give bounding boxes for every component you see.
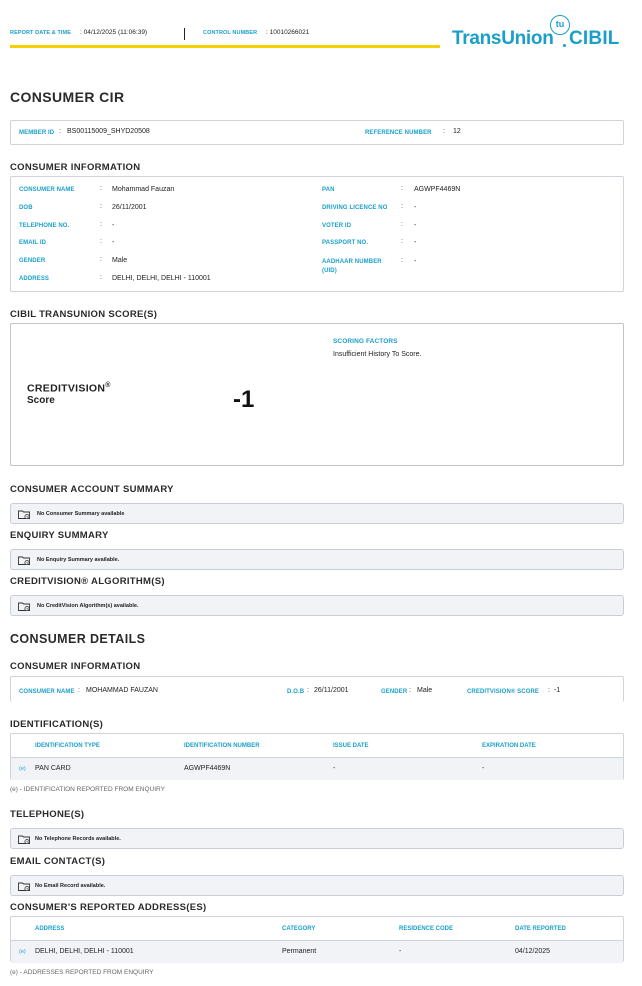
logo-cibil-text: CIBIL: [569, 28, 620, 49]
registered-mark: ®: [105, 382, 111, 389]
account-summary-box: [10, 503, 624, 524]
details-dob-value: 26/11/2001: [314, 687, 349, 694]
gender-label: GENDER: [19, 258, 46, 264]
control-number-label: CONTROL NUMBER: [203, 30, 258, 36]
report-date-value: : 04/12/2025 (11:06:39): [80, 29, 148, 36]
colon: :: [401, 257, 403, 264]
aadhaar-label-uid: (UID): [322, 268, 337, 274]
transunion-cibil-logo: [452, 14, 628, 50]
score-name: [27, 382, 111, 395]
identification-type-cell: PAN CARD: [35, 765, 71, 772]
report-date-label: REPORT DATE & TIME: [10, 30, 71, 36]
details-name-value: MOHAMMAD FAUZAN: [86, 687, 158, 694]
pan-label: PAN: [322, 187, 335, 193]
report-header: [10, 28, 440, 48]
algorithms-title: CREDITVISION® ALGORITHM(S): [10, 576, 165, 587]
colon: :: [401, 203, 403, 210]
header-divider: [184, 28, 185, 40]
colon: :: [100, 221, 102, 228]
logo-dot: [563, 44, 566, 47]
email-id-value: -: [112, 239, 115, 246]
member-id-label: MEMBER ID: [19, 130, 55, 136]
enquiry-tag: (e): [19, 766, 26, 772]
email-message: No Email Record available.: [35, 883, 106, 889]
addresses-header-residence: RESIDENCE CODE: [399, 926, 454, 932]
colon: :: [100, 238, 102, 245]
telephone-box: [10, 828, 624, 849]
colon: :: [100, 274, 102, 281]
header-accent-line: [10, 45, 440, 48]
addresses-note: (e) - ADDRESSES REPORTED FROM ENQUIRY: [10, 969, 154, 976]
voter-id-label: VOTER ID: [322, 223, 352, 229]
algorithms-box: [10, 595, 624, 616]
identification-header-number: IDENTIFICATION NUMBER: [184, 743, 260, 749]
identification-header-issue: ISSUE DATE: [333, 743, 369, 749]
addresses-table: [10, 916, 624, 962]
details-dob-label: D.O.B: [287, 689, 305, 695]
consumer-information-title: CONSUMER INFORMATION: [10, 162, 141, 173]
identification-note: (e) - IDENTIFICATION REPORTED FROM ENQUIRY: [10, 786, 165, 793]
member-info-box: [10, 120, 624, 145]
consumer-details-title: CONSUMER DETAILS: [10, 632, 146, 646]
dob-value: 26/11/2001: [112, 204, 147, 211]
driving-licence-value: -: [414, 204, 417, 211]
algorithms-message: No CreditVision Algorithm(s) available.: [37, 603, 139, 609]
table-row: [11, 941, 623, 963]
colon: :: [401, 185, 403, 192]
identification-header-row: [11, 734, 623, 758]
category-cell: Permanent: [282, 948, 317, 955]
consumer-name-value: Mohammad Fauzan: [112, 186, 175, 193]
score-section-title: CIBIL TRANSUNION SCORE(S): [10, 309, 158, 320]
addresses-header-date: DATE REPORTED: [515, 926, 566, 932]
voter-id-value: -: [414, 222, 417, 229]
email-id-label: EMAIL ID: [19, 240, 47, 246]
details-consumer-info-box: [10, 676, 624, 702]
address-cell: DELHI, DELHI, DELHI - 110001: [35, 948, 134, 955]
identification-table: [10, 733, 624, 780]
enquiry-summary-title: ENQUIRY SUMMARY: [10, 530, 109, 541]
folder-icon: [18, 882, 30, 891]
colon: :: [100, 256, 102, 263]
account-summary-title: CONSUMER ACCOUNT SUMMARY: [10, 484, 174, 495]
colon: :: [307, 687, 309, 694]
details-score-label: CREDITVISION® SCORE: [467, 689, 539, 695]
member-id-colon: :: [59, 128, 61, 135]
details-name-label: CONSUMER NAME: [19, 689, 75, 695]
logo-badge-icon: tu: [550, 15, 570, 35]
colon: :: [548, 687, 550, 694]
reference-number-value: 12: [453, 128, 461, 135]
addresses-header-category: CATEGORY: [282, 926, 316, 932]
telephone-message: No Telephone Records available.: [35, 836, 121, 842]
identification-title: IDENTIFICATION(S): [10, 719, 104, 730]
scoring-factors-label: SCORING FACTORS: [333, 338, 398, 345]
colon: :: [409, 687, 411, 694]
page-title: CONSUMER CIR: [10, 89, 125, 105]
date-reported-cell: 04/12/2025: [515, 948, 551, 955]
address-value: DELHI, DELHI, DELHI - 110001: [112, 275, 211, 282]
account-summary-message: No Consumer Summary available: [37, 511, 125, 517]
folder-icon: [18, 602, 30, 611]
details-gender-label: GENDER: [381, 689, 408, 695]
email-box: [10, 875, 624, 896]
colon: :: [100, 185, 102, 192]
addresses-header-address: ADDRESS: [35, 926, 65, 932]
identification-number-cell: AGWPF4469N: [184, 765, 231, 772]
folder-icon: [18, 556, 30, 565]
scoring-factors-text: Insufficient History To Score.: [333, 351, 422, 358]
reference-colon: :: [443, 128, 445, 135]
consumer-name-label: CONSUMER NAME: [19, 187, 75, 193]
pan-value: AGWPF4469N: [414, 186, 461, 193]
details-score-value: -1: [554, 687, 561, 694]
colon: :: [401, 221, 403, 228]
details-gender-value: Male: [417, 687, 433, 694]
email-title: EMAIL CONTACT(S): [10, 856, 106, 867]
identification-header-type: IDENTIFICATION TYPE: [35, 743, 100, 749]
residence-code-cell: -: [399, 948, 402, 955]
folder-icon: [18, 835, 30, 844]
member-id-value: BS00115009_SHYD20508: [67, 128, 150, 135]
identification-header-expiration: EXPIRATION DATE: [482, 743, 536, 749]
colon: :: [401, 238, 403, 245]
score-box: [10, 323, 624, 466]
driving-licence-label: DRIVING LICENCE NO: [322, 205, 388, 211]
logo-transunion-text: TransUnion: [452, 28, 554, 49]
addresses-title: CONSUMER'S REPORTED ADDRESS(ES): [10, 902, 207, 913]
gender-value: Male: [112, 257, 128, 264]
score-name-text: CREDITVISION: [27, 382, 106, 395]
colon: :: [100, 203, 102, 210]
dob-label: DOB: [19, 205, 33, 211]
control-number-value: : 10010266021: [266, 29, 310, 36]
consumer-information-box: [10, 176, 624, 292]
score-value: -1: [233, 386, 255, 413]
telephone-label: TELEPHONE NO.: [19, 223, 70, 229]
address-label: ADDRESS: [19, 276, 50, 282]
colon: :: [78, 687, 80, 694]
reference-number-label: REFERENCE NUMBER: [365, 130, 432, 136]
enquiry-summary-box: [10, 549, 624, 570]
passport-label: PASSPORT NO.: [322, 240, 369, 246]
details-consumer-info-title: CONSUMER INFORMATION: [10, 661, 141, 672]
telephone-value: -: [112, 222, 115, 229]
table-row: [11, 758, 623, 780]
folder-icon: [18, 510, 30, 519]
enquiry-tag: (e): [19, 949, 26, 955]
aadhaar-value: -: [414, 258, 417, 265]
telephone-title: TELEPHONE(S): [10, 809, 85, 820]
addresses-header-row: [11, 917, 623, 941]
expiration-date-cell: -: [482, 765, 485, 772]
issue-date-cell: -: [333, 765, 336, 772]
aadhaar-label: AADHAAR NUMBER: [322, 259, 382, 265]
enquiry-summary-message: No Enquiry Summary available.: [37, 557, 120, 563]
passport-value: -: [414, 239, 417, 246]
score-name-suffix: Score: [27, 395, 55, 406]
